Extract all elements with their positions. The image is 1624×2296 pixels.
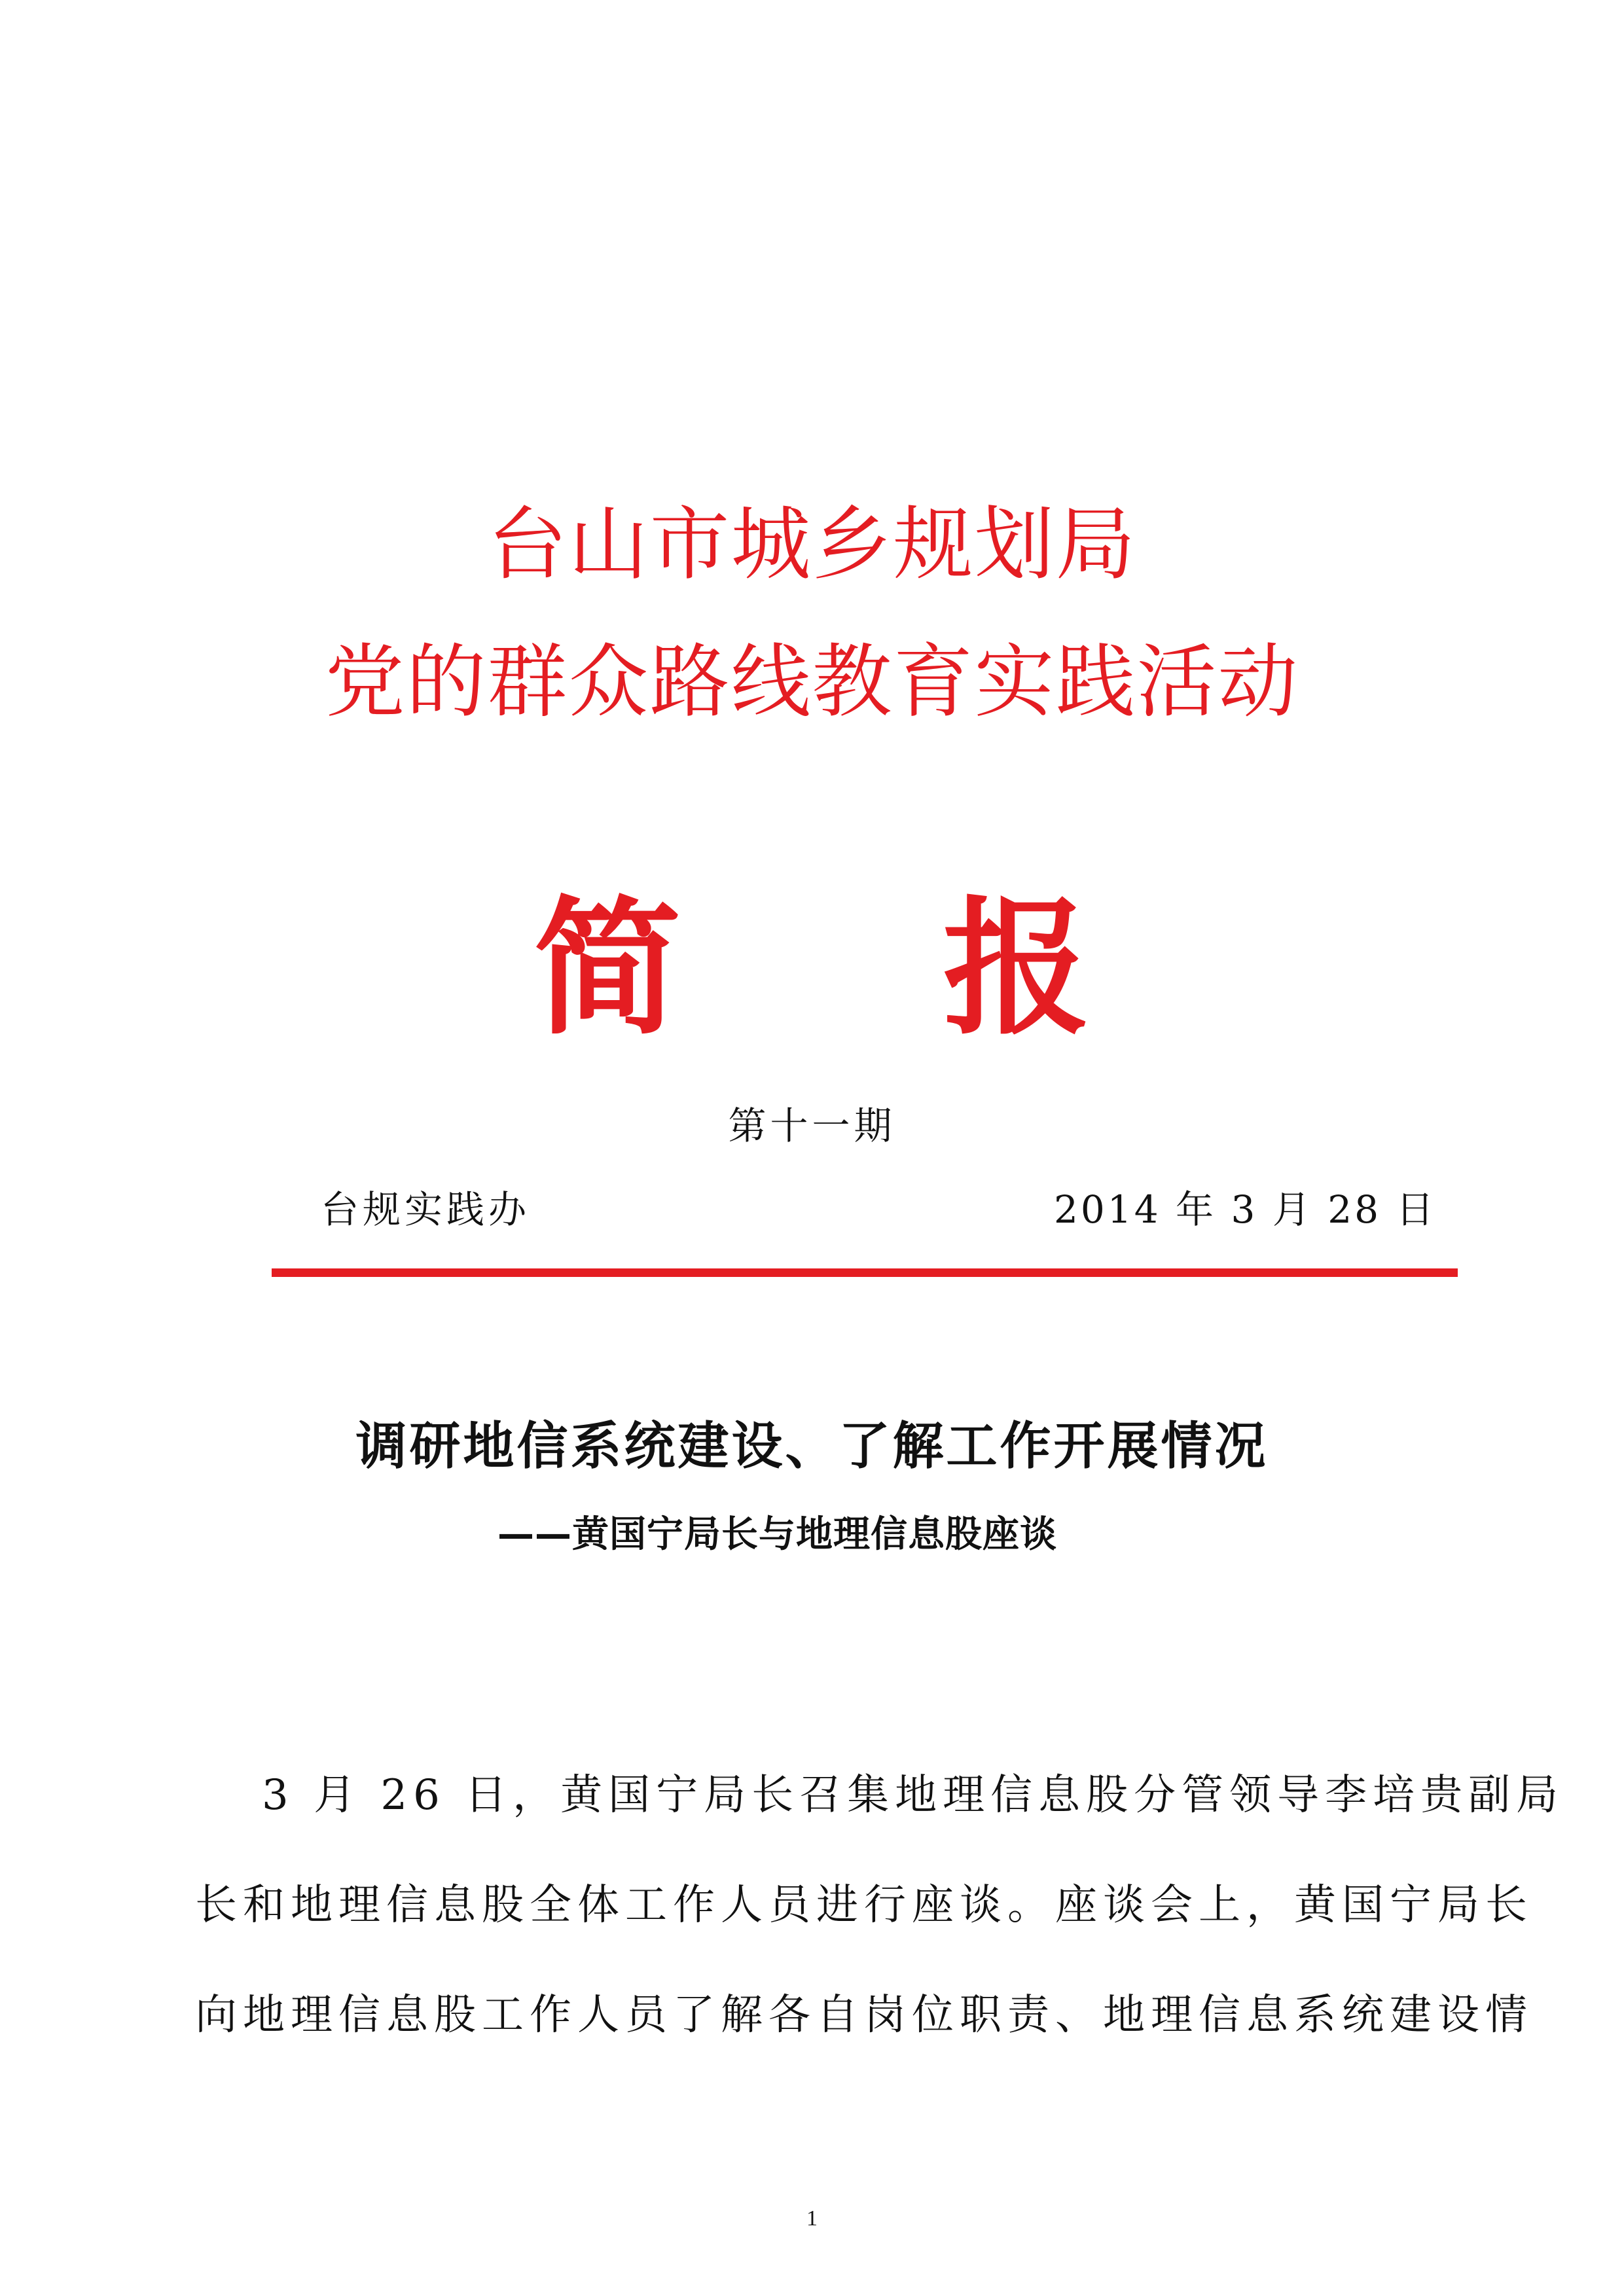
body-text-line: 3 月 26 日，黄国宁局长召集地理信息股分管领导李培贵副局 (262, 1771, 1564, 1820)
body-text-line: 长和地理信息股全体工作人员进行座谈。座谈会上，黄国宁局长 (195, 1881, 1533, 1929)
header-divider (272, 1268, 1458, 1277)
document-title-line-2: 党的群众路线教育实践活动 (325, 636, 1299, 728)
document-title-line-1: 台山市城乡规划局 (487, 498, 1137, 591)
issue-date: 2014 年 3 月 28 日 (1054, 1187, 1437, 1232)
article-subheadline: ——黄国宁局长与地理信息股座谈 (497, 1513, 1057, 1556)
issuing-office: 台规实践办 (321, 1187, 531, 1232)
article-headline: 调研地信系统建设、了解工作开展情况 (355, 1417, 1269, 1476)
bulletin-label-char-1: 简 (533, 882, 681, 1055)
issue-number: 第十一期 (728, 1103, 896, 1148)
bulletin-label (0, 884, 1624, 1054)
body-text-line: 向地理信息股工作人员了解各自岗位职责、地理信息系统建设情 (195, 1991, 1533, 2039)
bulletin-label-char-2: 报 (943, 882, 1091, 1055)
page-number: 1 (806, 2206, 818, 2231)
